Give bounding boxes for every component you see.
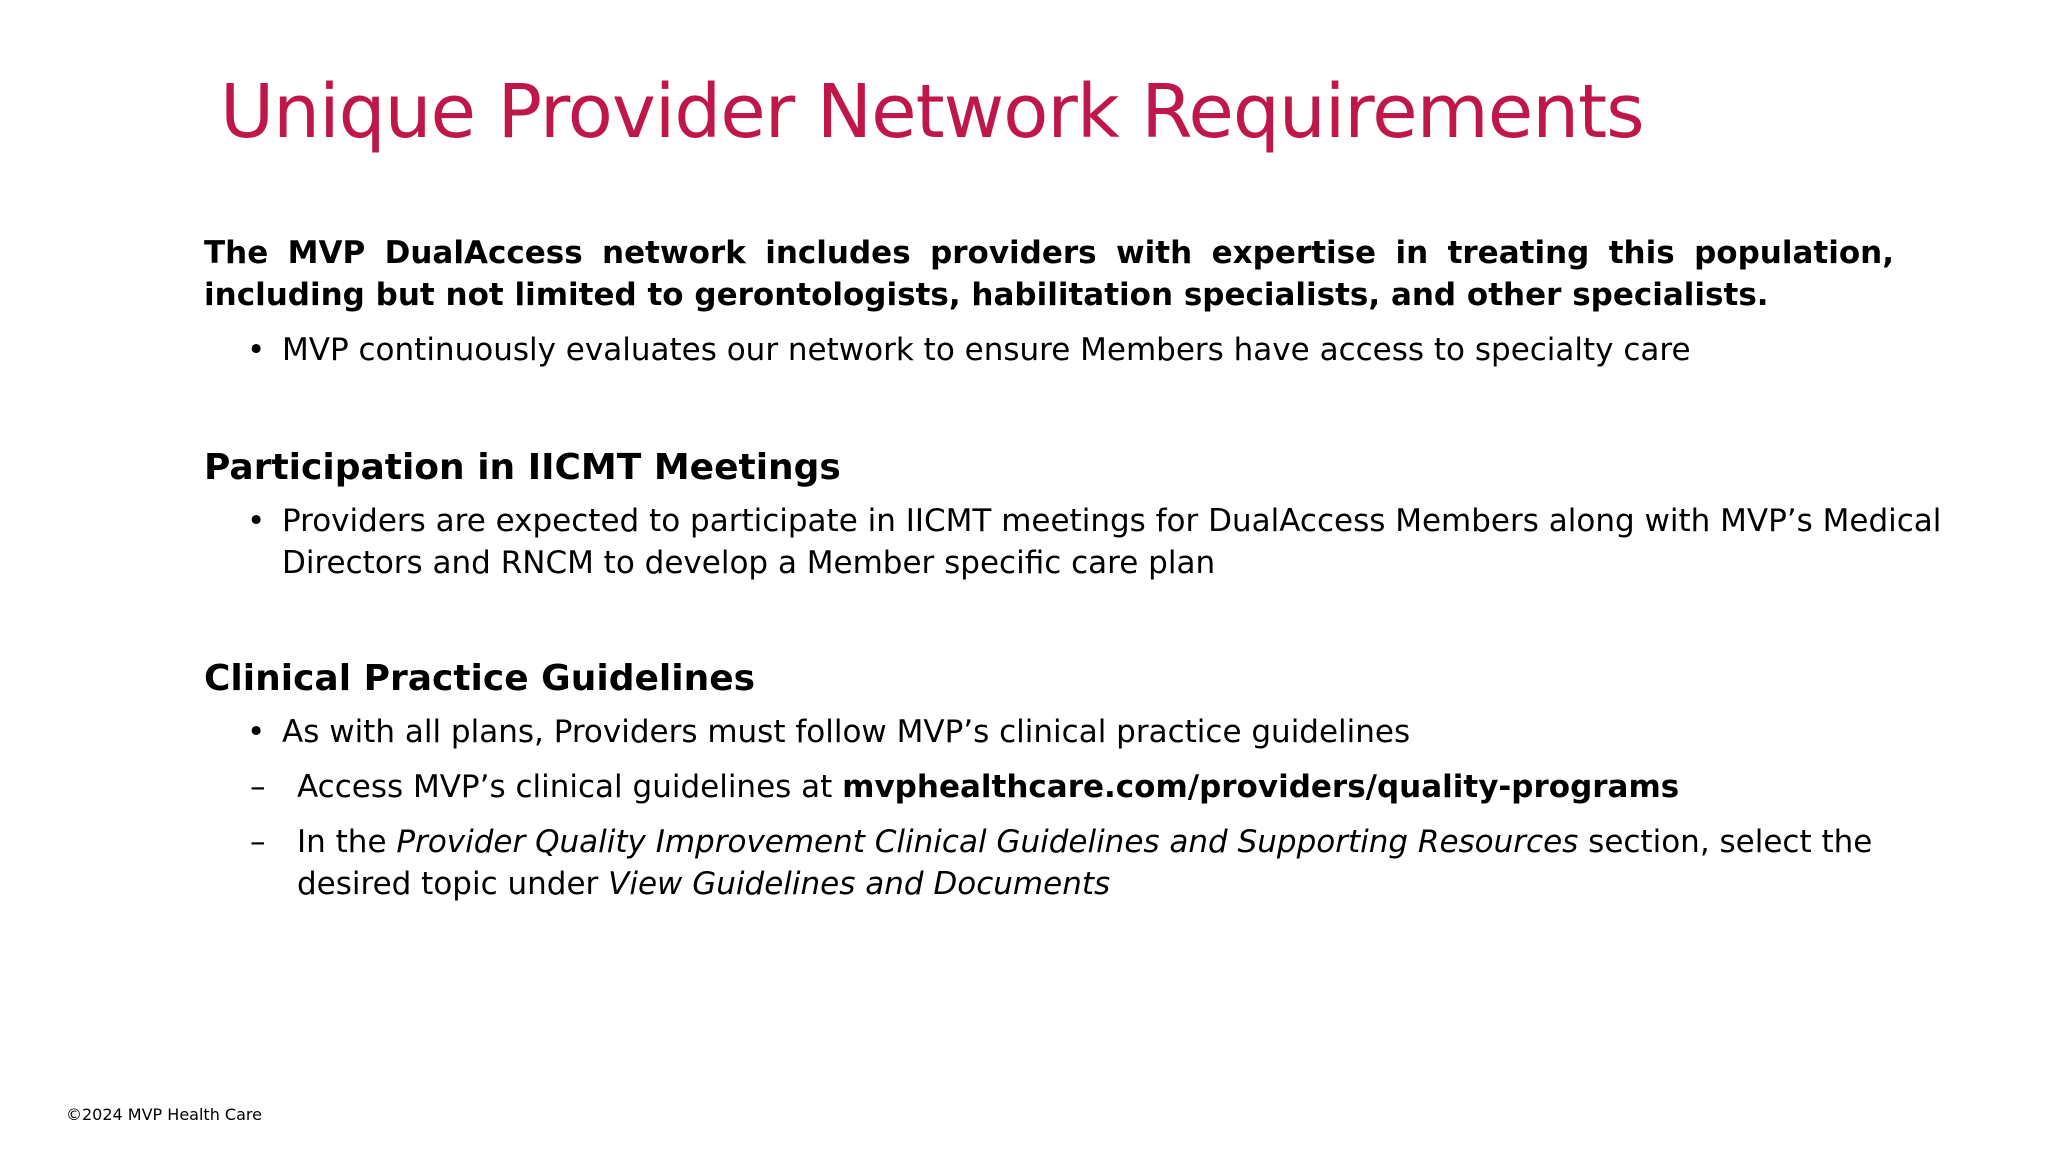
bullet-text: MVP continuously evaluates our network to ensure Members have access to specialty care bbox=[282, 332, 1691, 368]
iicmt-bullet-list bbox=[204, 500, 1944, 584]
intro-bullet-list bbox=[204, 329, 1944, 371]
list-item bbox=[204, 329, 1944, 371]
slide-content bbox=[204, 232, 1944, 905]
bullet-text: As with all plans, Providers must follow MVP’s clinical practice guidelines bbox=[282, 714, 1411, 750]
intro-paragraph: The MVP DualAccess network includes providers with expertise in treating this population, including but not limited to gerontologists, habilitation specialists, and other specialists. bbox=[204, 235, 1894, 313]
section-heading-iicmt: Participation in IICMT Meetings bbox=[204, 447, 841, 488]
list-item bbox=[204, 711, 1944, 905]
sub-bullet-middle: section, select the desired topic under bbox=[297, 824, 1873, 902]
sub-bullet-prefix: Access MVP’s clinical guidelines at bbox=[297, 769, 843, 805]
list-item bbox=[250, 821, 1944, 905]
sub-bullet-prefix: In the bbox=[297, 824, 397, 860]
section-name: Provider Quality Improvement Clinical Guidelines and Supporting Resources bbox=[396, 824, 1579, 860]
slide-title: Unique Provider Network Requirements bbox=[220, 69, 1644, 155]
section-heading-guidelines: Clinical Practice Guidelines bbox=[204, 658, 756, 699]
footer-copyright: ©2024 MVP Health Care bbox=[66, 1105, 262, 1124]
dash-icon: – bbox=[250, 824, 266, 860]
bullet-icon: • bbox=[247, 503, 266, 539]
list-item bbox=[250, 766, 1944, 808]
list-item bbox=[204, 500, 1944, 584]
bullet-text: Providers are expected to participate in IICMT meetings for DualAccess Members along with MVP’s Medical Directors and RNCM to develop a Member specific care plan bbox=[282, 503, 1942, 581]
bullet-icon: • bbox=[247, 714, 266, 750]
bullet-icon: • bbox=[247, 332, 266, 368]
guidelines-url-link[interactable]: mvphealthcare.com/providers/quality-programs bbox=[842, 769, 1680, 805]
guidelines-bullet-list bbox=[204, 711, 1944, 905]
guidelines-sub-list bbox=[250, 766, 1944, 905]
dash-icon: – bbox=[250, 769, 266, 805]
view-guidelines-text: View Guidelines and Documents bbox=[608, 866, 1111, 902]
